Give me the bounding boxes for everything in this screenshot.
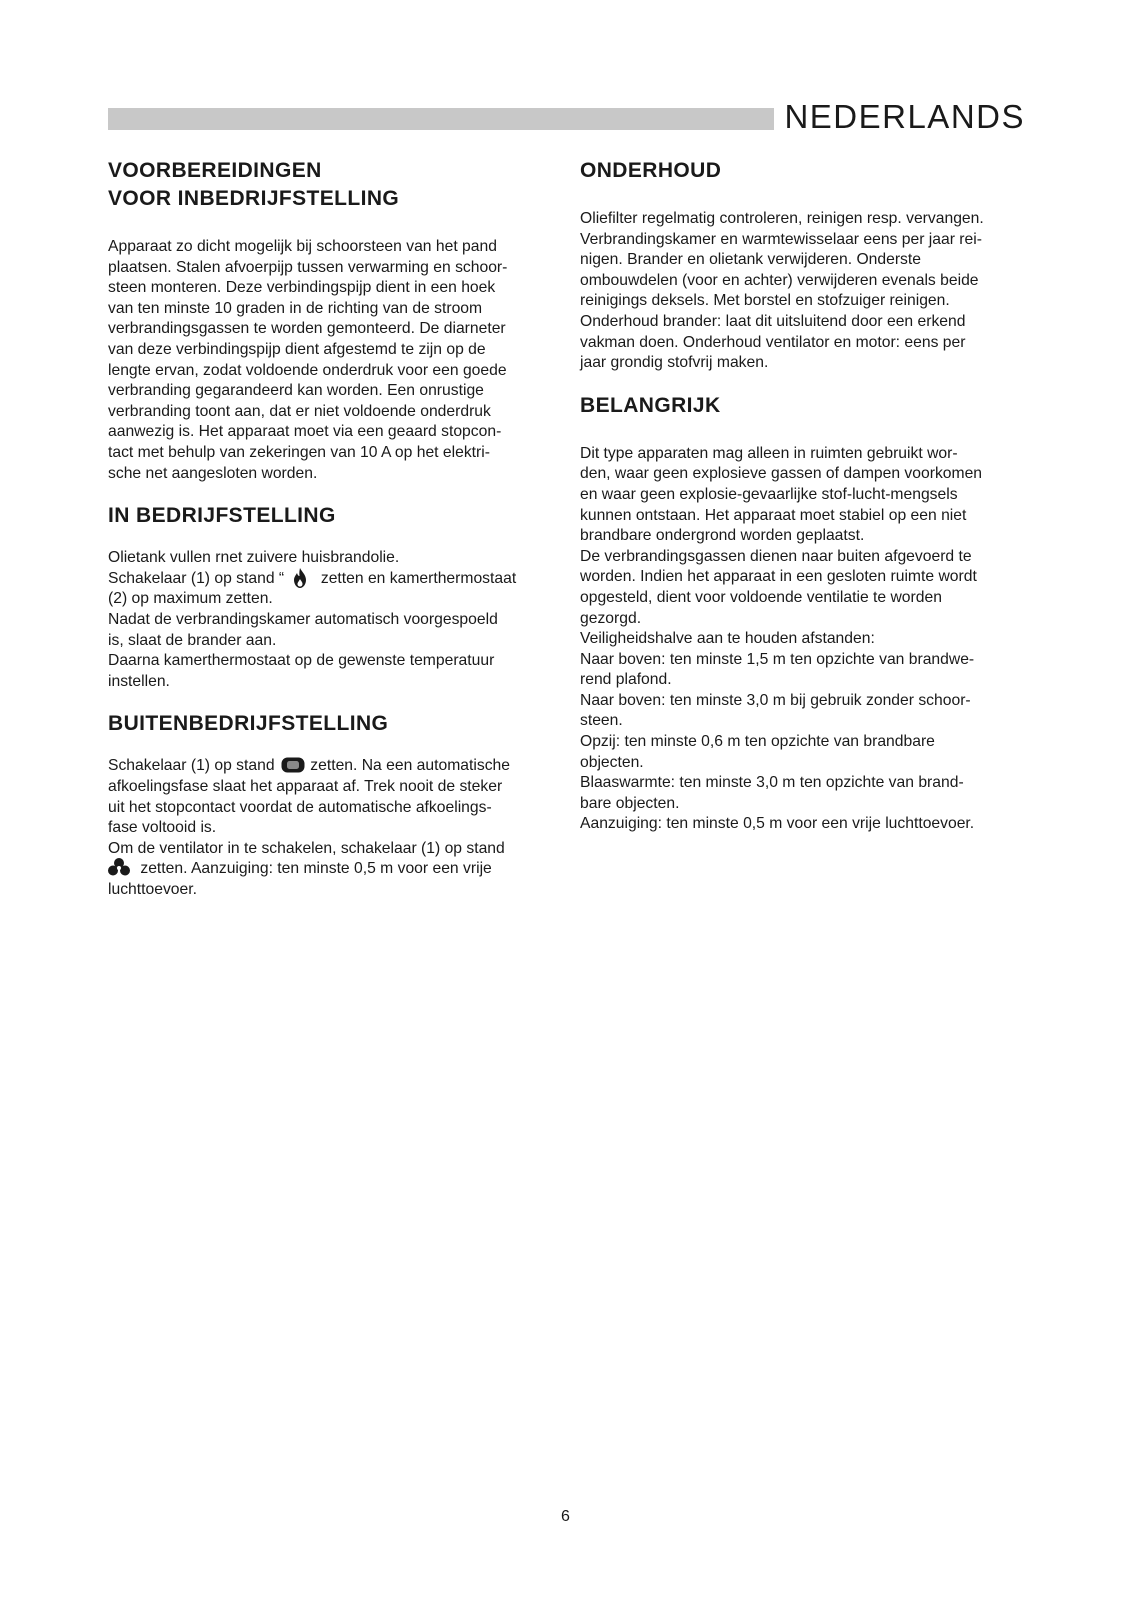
flame-icon (293, 568, 307, 588)
text-line: Verbrandingskamer en warmtewisselaar eens per jaar rei- (580, 230, 982, 248)
important-text (580, 444, 1032, 835)
language-label: NEDERLANDS (784, 98, 1025, 135)
section-maintenance (580, 157, 1032, 374)
section-title-maintenance: ONDERHOUD (580, 159, 722, 182)
text-fragment: zetten. Na een automatische (310, 757, 510, 775)
text-line: afkoelingsfase slaat het apparaat af. Trek nooit de steker (108, 778, 503, 796)
page-number: 6 (561, 1508, 570, 1525)
section-start (108, 502, 556, 692)
text-line: Nadat de verbrandingskamer automatisch voorgespoeld (108, 611, 498, 629)
text-fragment: zetten en kamerthermostaat (320, 569, 517, 587)
text-line: sche net aangesloten worden. (108, 464, 318, 482)
text-line: en waar geen explosie-gevaarlijke stof-lucht-mengsels (580, 485, 958, 503)
text-line: verbrandingsgassen te worden gemonteerd. De diarneter (108, 320, 506, 338)
section-title-preparation-line1: VOORBEREIDINGEN (108, 159, 322, 182)
text-line: Onderhoud brander: laat dit uitsluitend door een erkend (580, 312, 966, 330)
text-line: worden. Indien het apparaat in een gesloten ruimte wordt (580, 568, 977, 586)
section-important (580, 392, 1032, 835)
text-line: vakman doen. Onderhoud ventilator en motor: eens per (580, 333, 966, 351)
text-line: ombouwdelen (voor en achter) verwijderen evenals beide (580, 271, 979, 289)
text-line: luchttoevoer. (108, 880, 197, 898)
text-line: van deze verbindingspijp dient afgestemd te zijn op de (108, 340, 486, 358)
text-line: bare objecten. (580, 794, 680, 812)
text-line: steen. (580, 712, 623, 730)
text-line: rend plafond. (580, 671, 672, 689)
text-line: tact met behulp van zekeringen van 10 A op het elektri- (108, 443, 490, 461)
section-title-start: IN BEDRIJFSTELLING (108, 504, 336, 528)
text-line: lengte ervan, zodat voldoende onderdruk voor een goede (108, 361, 507, 379)
text-line: uit het stopcontact voordat de automatische afkoelings- (108, 798, 492, 816)
text-line: brandbare ondergrond worden geplaatst. (580, 527, 865, 545)
text-line: jaar grondig stofvrij maken. (580, 354, 769, 372)
left-column (108, 157, 556, 901)
section-title-stop: BUITENBEDRIJFSTELLING (108, 712, 389, 736)
text-line: Om de ventilator in te schakelen, schakelaar (1) op stand (108, 839, 505, 857)
text-line: Naar boven: ten minste 3,0 m bij gebruik zonder schoor- (580, 691, 971, 709)
text-line (108, 756, 556, 777)
text-line: reinigings deksels. Met borstel en stofzuiger reinigen. (580, 292, 950, 310)
text-line: verbranding gegarandeerd kan worden. Een onrustige (108, 382, 484, 400)
text-line: Blaaswarmte: ten minste 3,0 m ten opzichte van brand- (580, 774, 964, 792)
section-stop (108, 710, 556, 900)
text-line: van ten minste 10 graden in de richting van de stroom (108, 299, 483, 317)
header-bar (108, 108, 774, 130)
text-line: plaatsen. Stalen afvoerpijp tussen verwarming en schoor- (108, 258, 508, 276)
text-line: is, slaat de brander aan. (108, 631, 277, 649)
text-line: instellen. (108, 672, 170, 690)
text-line: fase voltooid is. (108, 819, 217, 837)
text-fragment: zetten. Aanzuiging: ten minste 0,5 m voor een vrije (140, 860, 492, 878)
maintenance-text (580, 209, 1032, 374)
text-line: steen monteren. Deze verbindingspijp dient in een hoek (108, 279, 496, 297)
text-line: den, waar geen explosieve gassen of dampen voorkomen (580, 465, 983, 483)
text-line: De verbrandingsgassen dienen naar buiten afgevoerd te (580, 547, 972, 565)
text-line: verbranding toont aan, dat er niet voldoende onderdruk (108, 402, 491, 420)
text-line: nigen. Brander en olietank verwijderen. Onderste (580, 251, 921, 269)
text-line: Aanzuiging: ten minste 0,5 m voor een vrije luchttoevoer. (580, 815, 975, 833)
section-preparation (108, 157, 556, 484)
text-line: Naar boven: ten minste 1,5 m ten opzichte van brandwe- (580, 650, 975, 668)
text-line: aanwezig is. Het apparaat moet via een geaard stopcon- (108, 423, 502, 441)
text-line: Olietank vullen rnet zuivere huisbrandolie. (108, 549, 400, 567)
text-line: Opzij: ten minste 0,6 m ten opzichte van brandbare (580, 733, 935, 751)
text-fragment: Schakelaar (1) op stand (108, 757, 275, 775)
text-line: Daarna kamerthermostaat op de gewenste temperatuur (108, 652, 495, 670)
text-line: Veiligheidshalve aan te houden afstanden: (580, 630, 875, 648)
text-line: opgesteld, dient voor voldoende ventilatie te worden (580, 588, 942, 606)
section-title-important: BELANGRIJK (580, 393, 721, 417)
text-line: gezorgd. (580, 609, 642, 627)
stop-text (108, 756, 556, 900)
text-line: Dit type apparaten mag alleen in ruimten gebruikt wor- (580, 444, 958, 462)
preparation-text (108, 237, 556, 484)
text-line (108, 569, 556, 590)
off-switch-icon (281, 757, 305, 773)
text-line: objecten. (580, 753, 644, 771)
text-line: kunnen ontstaan. Het apparaat moet stabiel op een niet (580, 506, 967, 524)
right-column (580, 157, 1032, 835)
text-line (108, 859, 556, 880)
text-fragment: Schakelaar (1) op stand “ (108, 569, 285, 587)
text-line: Apparaat zo dicht mogelijk bij schoorsteen van het pand (108, 238, 497, 255)
fan-icon (108, 858, 130, 876)
section-title-preparation-line2: VOOR INBEDRIJFSTELLING (108, 187, 400, 210)
start-text (108, 548, 556, 692)
text-line: Oliefilter regelmatig controleren, reinigen resp. vervangen. (580, 210, 984, 227)
text-line: (2) op maximum zetten. (108, 590, 273, 608)
